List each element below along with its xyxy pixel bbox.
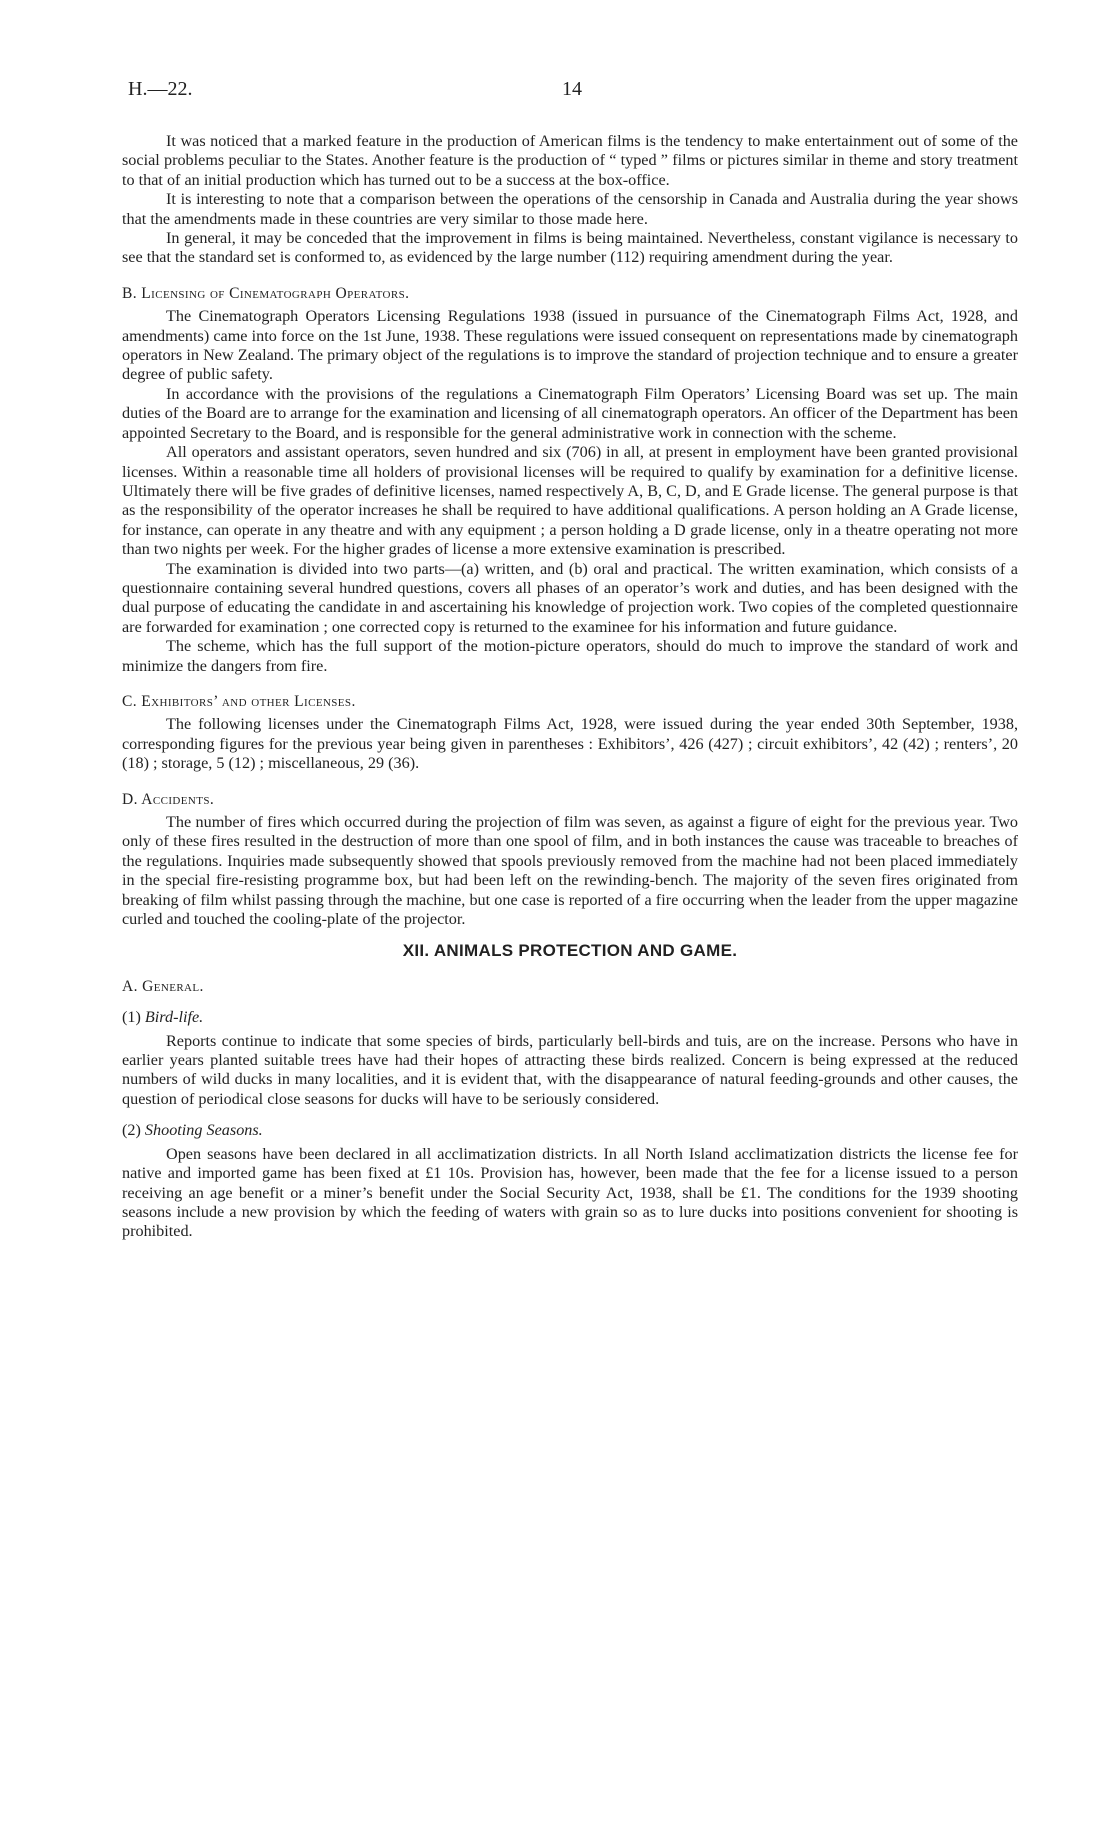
section-b-heading: B. Licensing of Cinematograph Operators. bbox=[122, 284, 410, 302]
section-b-paragraph-4: The examination is divided into two parts—(a) written, and (b) oral and practical. The written examination, which consists of a questionnaire containing several hundred questions, covers all phases of an operator’s work and duties, and has been designed with the dual purpose of educating the candidate in and ascertaining his knowledge of projection work. Two copies of the completed questionnaire are forwarded for examination ; one corrected copy is returned to the examinee for his information and future guidance. bbox=[122, 559, 1018, 636]
section-b-paragraph-3: All operators and assistant operators, seven hundred and six (706) in all, at present in employment have been granted provisional licenses. Within a reasonable time all holders of provisional licenses will be required to qualify by examination for a definitive license. Ultimately there will be five grades of definitive licenses, named respectively A, B, C, D, and E Grade license. The general purpose is that as the responsibility of the operator increases he shall be required to have additional qualifications. A person holding an A Grade license, for instance, can operate in any theatre and with any equipment ; a person holding a D grade license, only in a theatre operating not more than two nights per week. For the higher grades of license a more extensive examination is prescribed. bbox=[122, 443, 1018, 559]
part-xii-section-a-heading: A. General. bbox=[122, 977, 204, 995]
shooting-seasons-number: (2) bbox=[122, 1121, 141, 1140]
document-reference: H.—22. bbox=[128, 78, 193, 100]
intro-paragraph-1: It was noticed that a marked feature in the production of American films is the tendency to make entertainment out of some of the social problems peculiar to the States. Another feature is the production of “ typed ” films or pictures similar in theme and story treatment to that of an initial production which has turned out to be a success at the box-office. bbox=[122, 132, 1018, 189]
intro-paragraph-3: In general, it may be conceded that the improvement in films is being maintained. Nevertheless, constant vigilance is necessary to see that the standard set is conformed to, as evidenced by the large number (112) requiring amendment during the year. bbox=[122, 229, 1018, 267]
section-b-paragraph-5: The scheme, which has the full support of the motion-picture operators, should do much to improve the standard of work and minimize the dangers from fire. bbox=[122, 637, 1018, 675]
bird-life-paragraph: Reports continue to indicate that some species of birds, particularly bell-birds and tuis, are on the increase. Persons who have in earlier years planted suitable trees have had their hopes of attracting these birds realized. Concern is being expressed at the reduced numbers of wild ducks in many localities, and it is evident that, with the disappearance of natural feeding-grounds and other causes, the question of periodical close seasons for ducks will have to be seriously considered. bbox=[122, 1031, 1018, 1108]
section-d-paragraph-1: The number of fires which occurred during the projection of film was seven, as against a figure of eight for the previous year. Two only of these fires resulted in the destruction of more than one spool of film, and in both instances the cause was traceable to breaches of the regulations. Inquiries made subsequently showed that spools previously removed from the machine had not been placed immediately in the special fire-resisting programme box, but had been left on the rewinding-bench. The majority of the seven fires originated from breaking of film whilst passing through the machine, but one case is reported of a fire occurring when the leader from the upper magazine curled and touched the cooling-plate of the projector. bbox=[122, 813, 1018, 929]
bird-life-title: Bird-life. bbox=[144, 1008, 204, 1027]
shooting-seasons-title: Shooting Seasons. bbox=[144, 1121, 263, 1140]
section-c-heading: C. Exhibitors’ and other Licenses. bbox=[122, 692, 356, 710]
section-c-paragraph-1: The following licenses under the Cinematograph Films Act, 1928, were issued during the year ended 30th September, 1938, corresponding figures for the previous year being given in parentheses : Exhibitors’, 426 (427) ; circuit exhibitors’, 42 (42) ; renters’, 20 (18) ; storage, 5 (12) ; miscellaneous, 29 (36). bbox=[122, 715, 1018, 773]
section-b-paragraph-2: In accordance with the provisions of the regulations a Cinematograph Film Operators’ Licensing Board was set up. The main duties of the Board are to arrange for the examination and licensing of all cinematograph operators. An officer of the Department has been appointed Secretary to the Board, and is responsible for the general administrative work in connection with the scheme. bbox=[122, 384, 1018, 442]
page-number: 14 bbox=[562, 78, 582, 100]
shooting-seasons-paragraph: Open seasons have been declared in all acclimatization districts. In all North Island acclimatization districts the license fee for native and imported game has been fixed at £1 10s. Provision has, however, been made that the fee for a license issued to a person receiving an age benefit or a miner’s benefit under the Social Security Act, 1938, shall be £1. The conditions for the 1939 shooting seasons include a new provision by which the feeding of waters with grain so as to lure ducks into positions convenient for shooting is prohibited. bbox=[122, 1144, 1018, 1241]
part-xii-title: XII. ANIMALS PROTECTION AND GAME. bbox=[402, 941, 738, 961]
body-text bbox=[122, 132, 1018, 1242]
section-b-paragraph-1: The Cinematograph Operators Licensing Regulations 1938 (issued in pursuance of the Cinematograph Films Act, 1928, and amendments) came into force on the 1st June, 1938. These regulations were issued consequent on representations made by cinematograph operators in New Zealand. The primary object of the regulations is to improve the standard of projection technique and to ensure a greater degree of public safety. bbox=[122, 307, 1018, 384]
bird-life-number: (1) bbox=[122, 1008, 141, 1027]
intro-paragraph-2: It is interesting to note that a comparison between the operations of the censorship in Canada and Australia during the year shows that the amendments made in these countries are very similar to those made here. bbox=[122, 190, 1018, 228]
shooting-seasons-subheading bbox=[122, 1121, 1018, 1140]
running-header bbox=[128, 78, 1019, 104]
section-d-heading: D. Accidents. bbox=[122, 790, 215, 808]
bird-life-subheading bbox=[122, 1008, 1018, 1027]
